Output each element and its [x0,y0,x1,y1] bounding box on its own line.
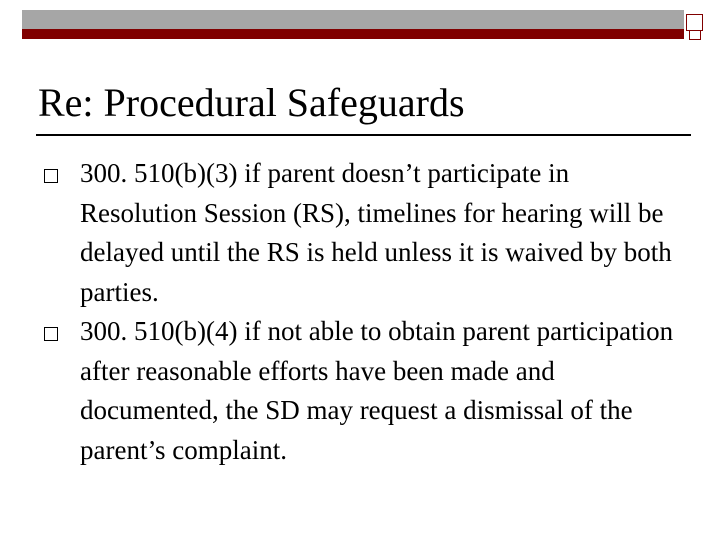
header-bar-gray [22,10,684,29]
hollow-square-bullet-icon [44,327,58,341]
title-divider [36,134,691,136]
bullet-text: 300. 510(b)(3) if parent doesn’t participate in Resolution Session (RS), timelines for hearing will be delayed until the RS is held unless it is waived by both parties. [80,158,672,307]
hollow-square-bullet-icon [44,169,58,183]
slide-title: Re: Procedural Safeguards [38,80,465,125]
corner-small-square-icon [689,30,701,40]
header-bar-red [22,29,684,39]
bullet-text: 300. 510(b)(4) if not able to obtain parent participation after reasonable efforts have been made and documented, the SD may request a dismissal of the parent’s complaint. [80,316,674,465]
corner-square-icon [686,14,703,31]
